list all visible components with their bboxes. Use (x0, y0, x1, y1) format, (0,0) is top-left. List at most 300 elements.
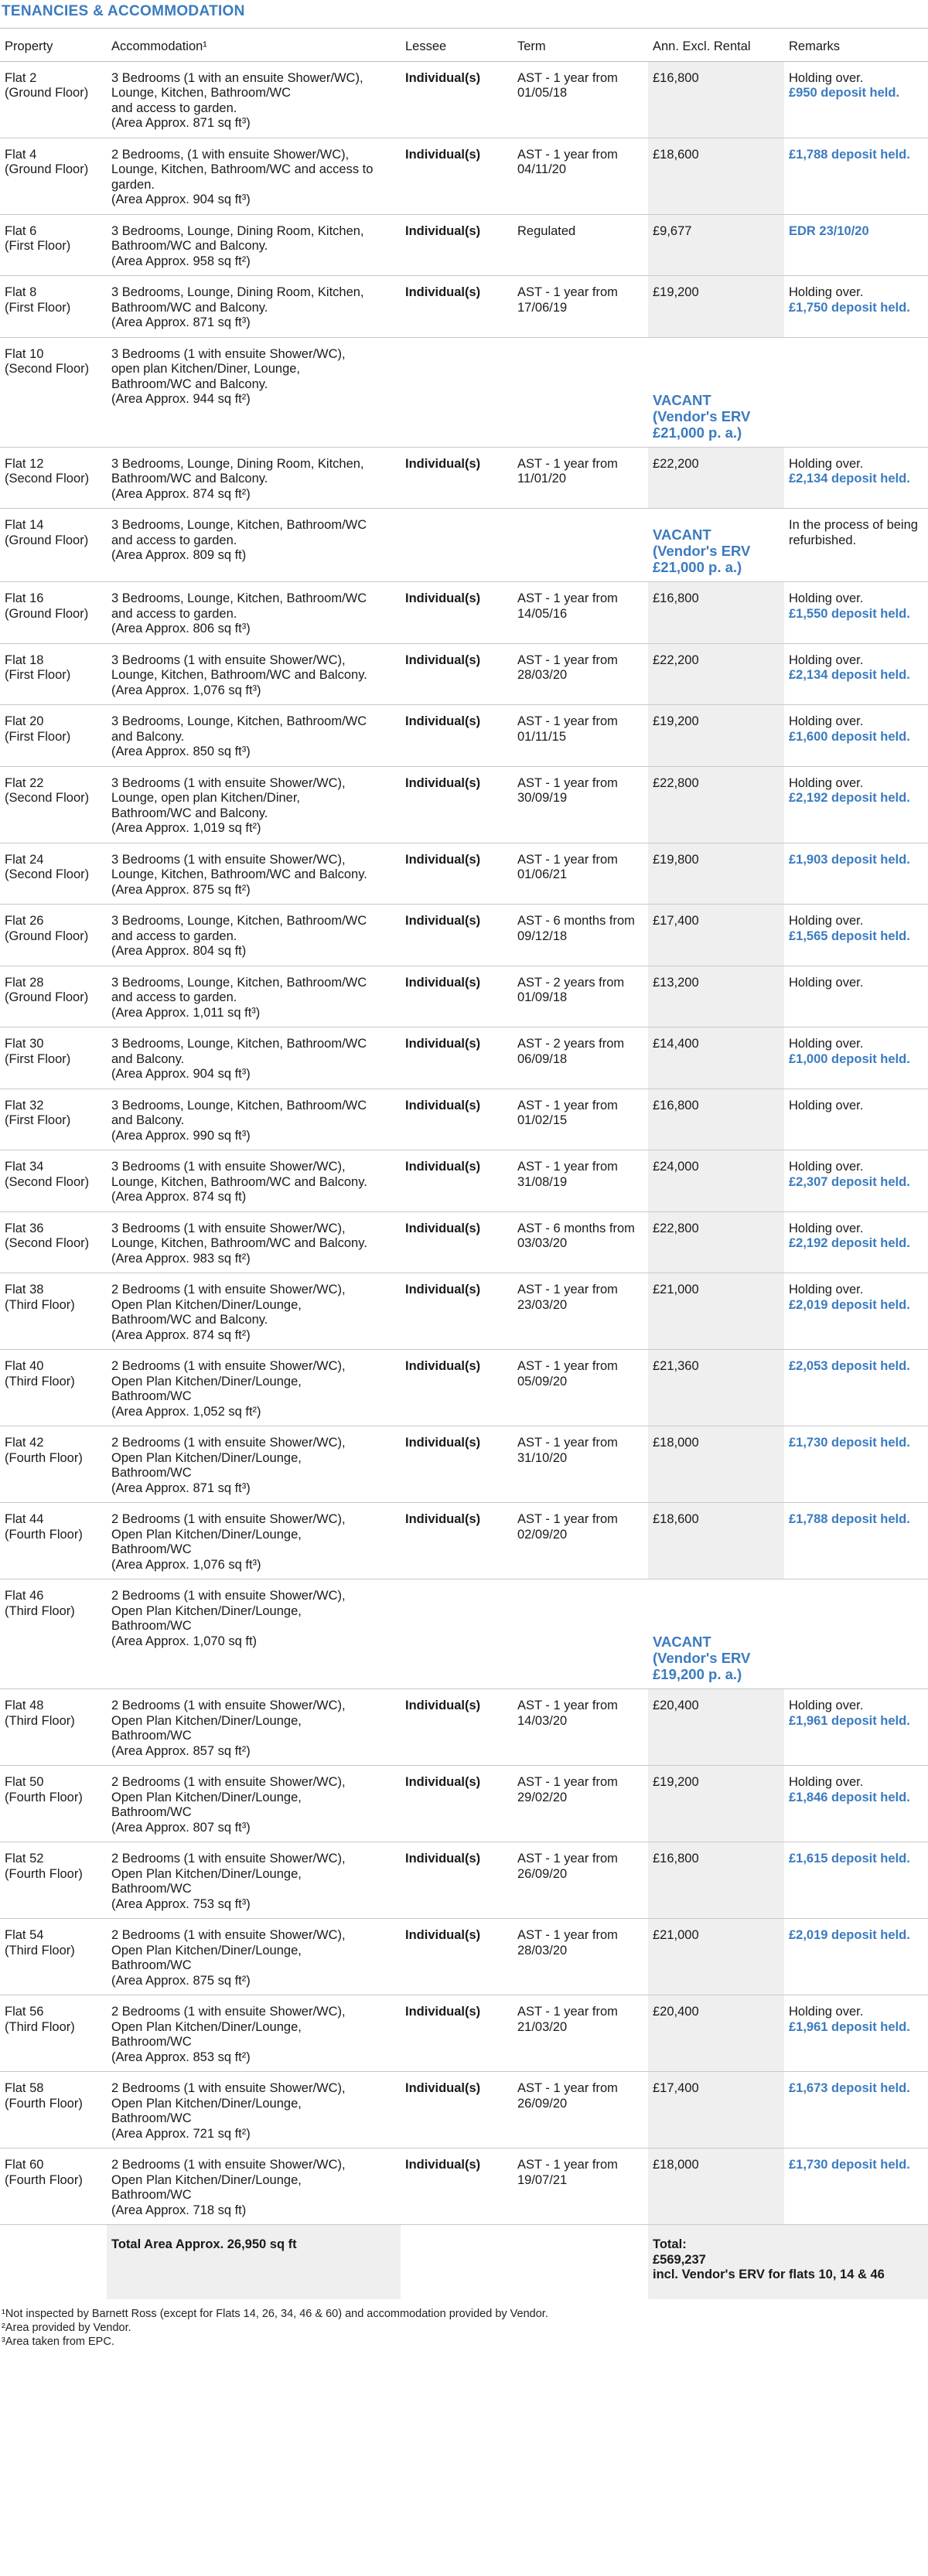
rental-value: £16,800 (653, 70, 699, 85)
term-line: AST - 1 year from (517, 1928, 618, 1942)
accommodation-line: and Balcony. (111, 729, 185, 744)
deposit-note: £1,903 deposit held. (789, 852, 910, 867)
property-line: (Second Floor) (5, 867, 90, 881)
property-line: (First Floor) (5, 729, 71, 744)
remarks-cell (784, 447, 928, 509)
property-line: (Fourth Floor) (5, 2096, 83, 2111)
property-line: (First Floor) (5, 239, 71, 253)
term-cell (513, 766, 648, 843)
lessee-cell: Individual(s) (401, 843, 513, 905)
accommodation-line: (Area Approx. 809 sq ft) (111, 548, 247, 562)
term-line: AST - 1 year from (517, 714, 618, 728)
property-line: Flat 38 (5, 1283, 44, 1297)
term-line: 01/11/15 (517, 729, 567, 744)
accommodation-line: 2 Bedrooms (1 with ensuite Shower/WC), (111, 2158, 346, 2172)
property-line: (Third Floor) (5, 1297, 75, 1312)
deposit-note: £2,307 deposit held. (789, 1174, 910, 1189)
remarks-text: Holding over. (789, 975, 864, 990)
rental-value: £13,200 (653, 975, 699, 990)
property-line: Flat 12 (5, 456, 44, 471)
remarks-text: Holding over. (789, 1699, 864, 1712)
rental-cell (648, 214, 784, 276)
accommodation-line: 2 Bedrooms (1 with ensuite Shower/WC), (111, 1699, 346, 1712)
property-line: (Second Floor) (5, 472, 90, 486)
table-row (0, 905, 928, 966)
accommodation-line: Open Plan Kitchen/Diner/Lounge, (111, 1603, 302, 1618)
column-header-term: Term (513, 29, 648, 62)
property-cell (0, 1273, 107, 1350)
remarks-cell (784, 61, 928, 138)
remarks-text: Holding over. (789, 714, 864, 728)
term-cell (513, 1027, 648, 1089)
footnotes (0, 2299, 928, 2349)
total-rental (648, 2225, 928, 2299)
accommodation-line: Bathroom/WC and Balcony. (111, 300, 268, 315)
property-cell (0, 1150, 107, 1212)
accommodation-line: 2 Bedrooms (1 with ensuite Shower/WC), (111, 1512, 346, 1526)
term-line: 23/03/20 (517, 1297, 568, 1312)
property-cell (0, 276, 107, 338)
rental-value: £17,400 (653, 914, 699, 928)
term-line: AST - 1 year from (517, 1283, 618, 1297)
remarks-cell (784, 582, 928, 644)
remarks-text: Holding over. (789, 1775, 864, 1789)
accommodation-line: (Area Approx. 958 sq ft²) (111, 254, 251, 268)
remarks-cell (784, 1089, 928, 1150)
lessee-cell: Individual(s) (401, 1919, 513, 1995)
remarks-cell (784, 337, 928, 447)
deposit-note: £2,134 deposit held. (789, 668, 910, 682)
table-row (0, 1027, 928, 1089)
column-header-rental: Ann. Excl. Rental (648, 29, 784, 62)
lessee-cell: Individual(s) (401, 1150, 513, 1212)
lessee-cell (401, 509, 513, 582)
accommodation-cell (107, 509, 401, 582)
accommodation-line: (Area Approx. 1,076 sq ft³) (111, 1557, 261, 1572)
deposit-note: £1,550 deposit held. (789, 606, 910, 621)
accommodation-cell (107, 138, 401, 214)
accommodation-cell (107, 1273, 401, 1350)
deposit-note: £2,019 deposit held. (789, 1928, 910, 1942)
accommodation-line: 3 Bedrooms (1 with ensuite Shower/WC), (111, 852, 346, 867)
accommodation-line: 3 Bedrooms, Lounge, Kitchen, Bathroom/WC (111, 714, 367, 728)
rental-cell (648, 1995, 784, 2072)
rental-cell (648, 1919, 784, 1995)
accommodation-line: Bathroom/WC (111, 1389, 192, 1403)
table-row (0, 138, 928, 214)
tenancy-table (0, 28, 928, 2299)
property-line: (Second Floor) (5, 1236, 90, 1250)
rental-cell (648, 1150, 784, 1212)
accommodation-cell (107, 1689, 401, 1766)
remarks-cell (784, 1273, 928, 1350)
property-cell (0, 509, 107, 582)
lessee-cell: Individual(s) (401, 766, 513, 843)
deposit-note: £1,846 deposit held. (789, 1790, 910, 1804)
property-line: Flat 28 (5, 975, 44, 990)
accommodation-line: 3 Bedrooms (1 with ensuite Shower/WC), (111, 1221, 346, 1235)
accommodation-line: (Area Approx. 850 sq ft³) (111, 745, 251, 758)
accommodation-line: (Area Approx. 1,052 sq ft²) (111, 1404, 261, 1419)
deposit-note: £1,000 deposit held. (789, 1051, 910, 1066)
remarks-text: Holding over. (789, 1160, 864, 1174)
property-line: Flat 10 (5, 346, 44, 361)
property-cell (0, 1426, 107, 1503)
property-line: Flat 50 (5, 1775, 44, 1789)
term-line: 01/06/21 (517, 867, 568, 881)
rental-cell (648, 1027, 784, 1089)
term-line: Regulated (517, 223, 576, 238)
rental-value: £19,800 (653, 852, 699, 867)
accommodation-line: (Area Approx. 874 sq ft²) (111, 486, 251, 501)
term-cell (513, 276, 648, 338)
lessee-cell (401, 337, 513, 447)
accommodation-line: 3 Bedrooms, Lounge, Dining Room, Kitchen, (111, 223, 364, 238)
remarks-cell (784, 1426, 928, 1503)
rental-cell (648, 337, 784, 447)
lessee-cell: Individual(s) (401, 61, 513, 138)
deposit-note: £1,750 deposit held. (789, 300, 910, 315)
property-line: (Ground Floor) (5, 990, 89, 1004)
remarks-text: Holding over. (789, 1283, 864, 1297)
remarks-cell (784, 214, 928, 276)
lessee-cell: Individual(s) (401, 2072, 513, 2148)
deposit-note: £2,019 deposit held. (789, 1297, 910, 1312)
deposit-note: £2,053 deposit held. (789, 1359, 910, 1373)
term-line: AST - 1 year from (517, 2158, 618, 2172)
property-line: Flat 22 (5, 775, 44, 790)
property-cell (0, 138, 107, 214)
total-label: Total: (653, 2237, 687, 2251)
rental-value: £22,800 (653, 1221, 699, 1235)
accommodation-line: Lounge, Kitchen, Bathroom/WC and Balcony. (111, 1174, 367, 1189)
vacant-line: VACANT (653, 526, 711, 543)
term-line: AST - 1 year from (517, 2081, 618, 2095)
rental-cell (648, 2148, 784, 2225)
property-line: Flat 60 (5, 2158, 44, 2172)
lessee-cell: Individual(s) (401, 214, 513, 276)
deposit-note: £1,565 deposit held. (789, 929, 910, 943)
accommodation-line: 2 Bedrooms (1 with ensuite Shower/WC), (111, 2081, 346, 2095)
remarks-cell (784, 138, 928, 214)
accommodation-line: Open Plan Kitchen/Diner/Lounge, (111, 1943, 302, 1958)
deposit-note: £1,788 deposit held. (789, 1512, 910, 1526)
accommodation-line: Lounge, Kitchen, Bathroom/WC and Balcony. (111, 867, 367, 881)
term-line: 28/03/20 (517, 1943, 568, 1958)
accommodation-line: (Area Approx. 807 sq ft³) (111, 1820, 251, 1835)
remarks-text: Holding over. (789, 456, 864, 471)
term-line: AST - 1 year from (517, 285, 618, 299)
rental-value: £16,800 (653, 1098, 699, 1113)
accommodation-cell (107, 905, 401, 966)
property-line: (Ground Floor) (5, 86, 89, 100)
column-header-lessee: Lessee (401, 29, 513, 62)
table-header-row (0, 29, 928, 62)
lessee-cell: Individual(s) (401, 138, 513, 214)
rental-cell (648, 1689, 784, 1766)
term-line: AST - 1 year from (517, 147, 618, 162)
accommodation-line: and access to garden. (111, 606, 237, 621)
accommodation-cell (107, 643, 401, 705)
term-cell (513, 1689, 648, 1766)
accommodation-line: 2 Bedrooms (1 with ensuite Shower/WC), (111, 1852, 346, 1866)
rental-cell (648, 766, 784, 843)
accommodation-line: (Area Approx. 944 sq ft²) (111, 392, 251, 406)
term-line: 02/09/20 (517, 1527, 568, 1542)
property-line: (Third Floor) (5, 1374, 75, 1389)
accommodation-line: (Area Approx. 718 sq ft) (111, 2203, 247, 2217)
property-cell (0, 1027, 107, 1089)
accommodation-line: 3 Bedrooms (1 with ensuite Shower/WC), (111, 653, 346, 667)
accommodation-line: (Area Approx. 1,019 sq ft²) (111, 821, 261, 835)
accommodation-line: Bathroom/WC (111, 1542, 192, 1556)
remarks-cell (784, 1579, 928, 1689)
accommodation-line: 3 Bedrooms (1 with an ensuite Shower/WC), (111, 70, 363, 85)
property-line: Flat 36 (5, 1221, 44, 1235)
property-cell (0, 843, 107, 905)
accommodation-cell (107, 1027, 401, 1089)
term-cell (513, 1995, 648, 2072)
accommodation-line: Open Plan Kitchen/Diner/Lounge, (111, 1450, 302, 1465)
remarks-cell (784, 1689, 928, 1766)
accommodation-line: 3 Bedrooms, Lounge, Kitchen, Bathroom/WC (111, 975, 367, 990)
accommodation-line: 2 Bedrooms, (1 with ensuite Shower/WC), (111, 147, 350, 162)
property-cell (0, 643, 107, 705)
lessee-cell: Individual(s) (401, 1089, 513, 1150)
accommodation-line: Bathroom/WC and Balcony. (111, 239, 268, 253)
table-row (0, 61, 928, 138)
accommodation-cell (107, 843, 401, 905)
accommodation-cell (107, 1350, 401, 1426)
deposit-note: EDR 23/10/20 (789, 223, 869, 238)
term-cell (513, 1426, 648, 1503)
property-cell (0, 966, 107, 1027)
deposit-note: £2,192 deposit held. (789, 1236, 910, 1250)
rental-cell (648, 2072, 784, 2148)
property-line: Flat 14 (5, 518, 44, 532)
vacant-line: VACANT (653, 391, 711, 408)
table-row (0, 276, 928, 338)
term-cell (513, 905, 648, 966)
term-line: AST - 1 year from (517, 852, 618, 867)
rental-value: £20,400 (653, 1699, 699, 1712)
property-line: Flat 6 (5, 223, 37, 238)
accommodation-line: 3 Bedrooms, Lounge, Dining Room, Kitchen, (111, 456, 364, 471)
property-line: (Third Floor) (5, 1603, 75, 1618)
accommodation-line: and access to garden. (111, 101, 237, 115)
term-cell (513, 2148, 648, 2225)
term-line: AST - 1 year from (517, 2005, 618, 2019)
rental-value: £22,200 (653, 653, 699, 667)
accommodation-line: 3 Bedrooms, Lounge, Dining Room, Kitchen, (111, 285, 364, 299)
term-line: 17/06/19 (517, 300, 568, 315)
term-line: 21/03/20 (517, 2019, 568, 2034)
remarks-cell (784, 276, 928, 338)
property-line: Flat 48 (5, 1699, 44, 1712)
table-row (0, 582, 928, 644)
term-cell (513, 337, 648, 447)
vacant-line: £21,000 p. a.) (653, 424, 742, 441)
term-cell (513, 1919, 648, 1995)
property-cell (0, 1211, 107, 1273)
rental-value: £20,400 (653, 2005, 699, 2019)
accommodation-line: and Balcony. (111, 1113, 185, 1127)
term-line: 19/07/21 (517, 2172, 568, 2187)
vacant-line: £19,200 p. a.) (653, 1666, 742, 1682)
property-line: Flat 26 (5, 914, 44, 928)
term-line: AST - 1 year from (517, 70, 618, 85)
accommodation-line: 3 Bedrooms (1 with ensuite Shower/WC), (111, 775, 346, 790)
remarks-cell (784, 843, 928, 905)
property-cell (0, 766, 107, 843)
property-cell (0, 61, 107, 138)
term-line: AST - 2 years from (517, 1037, 625, 1051)
accommodation-line: Open Plan Kitchen/Diner/Lounge, (111, 2019, 302, 2034)
vacant-line: (Vendor's ERV (653, 543, 751, 559)
property-line: (Fourth Floor) (5, 1450, 83, 1465)
rental-value: £21,360 (653, 1359, 699, 1373)
term-cell (513, 966, 648, 1027)
term-cell (513, 509, 648, 582)
accommodation-line: (Area Approx. 875 sq ft²) (111, 1973, 251, 1988)
table-row (0, 705, 928, 767)
rental-value: £21,000 (653, 1283, 699, 1297)
term-cell (513, 1150, 648, 1212)
remarks-text: In the process of being refurbished. (789, 518, 918, 547)
term-line: 05/09/20 (517, 1374, 568, 1389)
accommodation-line: (Area Approx. 1,076 sq ft³) (111, 683, 261, 697)
accommodation-cell (107, 1919, 401, 1995)
remarks-cell (784, 1211, 928, 1273)
accommodation-line: Lounge, open plan Kitchen/Diner, (111, 791, 301, 805)
term-line: 31/08/19 (517, 1174, 568, 1189)
deposit-note: £1,615 deposit held. (789, 1852, 910, 1866)
property-cell (0, 582, 107, 644)
term-cell (513, 1766, 648, 1842)
rental-value: £19,200 (653, 285, 699, 299)
total-area: Total Area Approx. 26,950 sq ft (107, 2225, 401, 2299)
property-cell (0, 1689, 107, 1766)
accommodation-line: (Area Approx. 990 sq ft³) (111, 1128, 251, 1143)
accommodation-line: (Area Approx. 871 sq ft³) (111, 315, 251, 329)
accommodation-line: and access to garden. (111, 929, 237, 943)
term-line: AST - 1 year from (517, 1098, 618, 1113)
rental-value: £16,800 (653, 591, 699, 605)
rental-cell (648, 905, 784, 966)
property-line: (Fourth Floor) (5, 1790, 83, 1804)
table-row (0, 1211, 928, 1273)
accommodation-cell (107, 1426, 401, 1503)
rental-cell (648, 1579, 784, 1689)
rental-cell (648, 705, 784, 767)
term-cell (513, 1089, 648, 1150)
term-cell (513, 1211, 648, 1273)
term-line: 14/03/20 (517, 1713, 568, 1728)
term-cell (513, 1350, 648, 1426)
table-row (0, 1503, 928, 1579)
property-line: (Fourth Floor) (5, 2172, 83, 2187)
rental-cell (648, 966, 784, 1027)
table-row (0, 1579, 928, 1689)
accommodation-line: Bathroom/WC and Balcony. (111, 472, 268, 486)
term-line: AST - 1 year from (517, 1359, 618, 1373)
accommodation-line: Bathroom/WC (111, 1805, 192, 1819)
vacant-line: VACANT (653, 1634, 711, 1650)
lessee-cell: Individual(s) (401, 966, 513, 1027)
table-row (0, 337, 928, 447)
term-line: 01/02/15 (517, 1113, 568, 1127)
property-line: Flat 52 (5, 1852, 44, 1866)
rental-value: £17,400 (653, 2081, 699, 2095)
property-line: Flat 2 (5, 70, 37, 85)
rental-cell (648, 61, 784, 138)
table-row (0, 1273, 928, 1350)
term-line: AST - 1 year from (517, 1775, 618, 1789)
term-line: AST - 1 year from (517, 456, 618, 471)
accommodation-cell (107, 1842, 401, 1919)
lessee-cell: Individual(s) (401, 1503, 513, 1579)
table-row (0, 2148, 928, 2225)
accommodation-line: 3 Bedrooms, Lounge, Kitchen, Bathroom/WC (111, 1098, 367, 1113)
accommodation-line: (Area Approx. 874 sq ft²) (111, 1327, 251, 1342)
accommodation-line: 2 Bedrooms (1 with ensuite Shower/WC), (111, 1359, 346, 1373)
accommodation-line: Bathroom/WC (111, 2188, 192, 2202)
term-line: 30/09/19 (517, 791, 568, 805)
remarks-cell (784, 1766, 928, 1842)
lessee-cell: Individual(s) (401, 1766, 513, 1842)
accommodation-line: 2 Bedrooms (1 with ensuite Shower/WC), (111, 1589, 346, 1603)
accommodation-line: 2 Bedrooms (1 with ensuite Shower/WC), (111, 1283, 346, 1297)
remarks-cell (784, 1150, 928, 1212)
rental-value: £16,800 (653, 1852, 699, 1866)
remarks-cell (784, 2072, 928, 2148)
rental-value: £22,200 (653, 456, 699, 471)
accommodation-cell (107, 1766, 401, 1842)
accommodation-cell (107, 966, 401, 1027)
property-line: (Ground Floor) (5, 162, 89, 176)
remarks-cell (784, 2148, 928, 2225)
accommodation-line: Lounge, Kitchen, Bathroom/WC and Balcony. (111, 1236, 367, 1250)
table-row (0, 2072, 928, 2148)
property-line: Flat 40 (5, 1359, 44, 1373)
accommodation-line: Lounge, Kitchen, Bathroom/WC (111, 86, 292, 100)
deposit-note: £1,730 deposit held. (789, 1436, 910, 1450)
accommodation-line: Open Plan Kitchen/Diner/Lounge, (111, 1790, 302, 1804)
remarks-cell (784, 705, 928, 767)
property-line: (Second Floor) (5, 1174, 90, 1189)
rental-cell (648, 1211, 784, 1273)
remarks-text: Holding over. (789, 1221, 864, 1235)
accommodation-line: Bathroom/WC and Balcony. (111, 1313, 268, 1327)
deposit-note: £1,600 deposit held. (789, 729, 910, 744)
property-line: (Second Floor) (5, 362, 90, 376)
footnote: ³Area taken from EPC. (2, 2335, 114, 2348)
rental-cell (648, 1766, 784, 1842)
term-line: 06/09/18 (517, 1051, 568, 1066)
property-cell (0, 1919, 107, 1995)
remarks-cell (784, 1027, 928, 1089)
property-line: (Third Floor) (5, 1713, 75, 1728)
rental-cell (648, 1089, 784, 1150)
table-row (0, 1689, 928, 1766)
accommodation-line: Open Plan Kitchen/Diner/Lounge, (111, 1527, 302, 1542)
accommodation-line: Lounge, Kitchen, Bathroom/WC and Balcony. (111, 668, 367, 682)
deposit-note: £1,961 deposit held. (789, 2019, 910, 2034)
totals-spacer (0, 2225, 107, 2299)
accommodation-line: Bathroom/WC (111, 2111, 192, 2125)
property-cell (0, 447, 107, 509)
remarks-cell (784, 643, 928, 705)
